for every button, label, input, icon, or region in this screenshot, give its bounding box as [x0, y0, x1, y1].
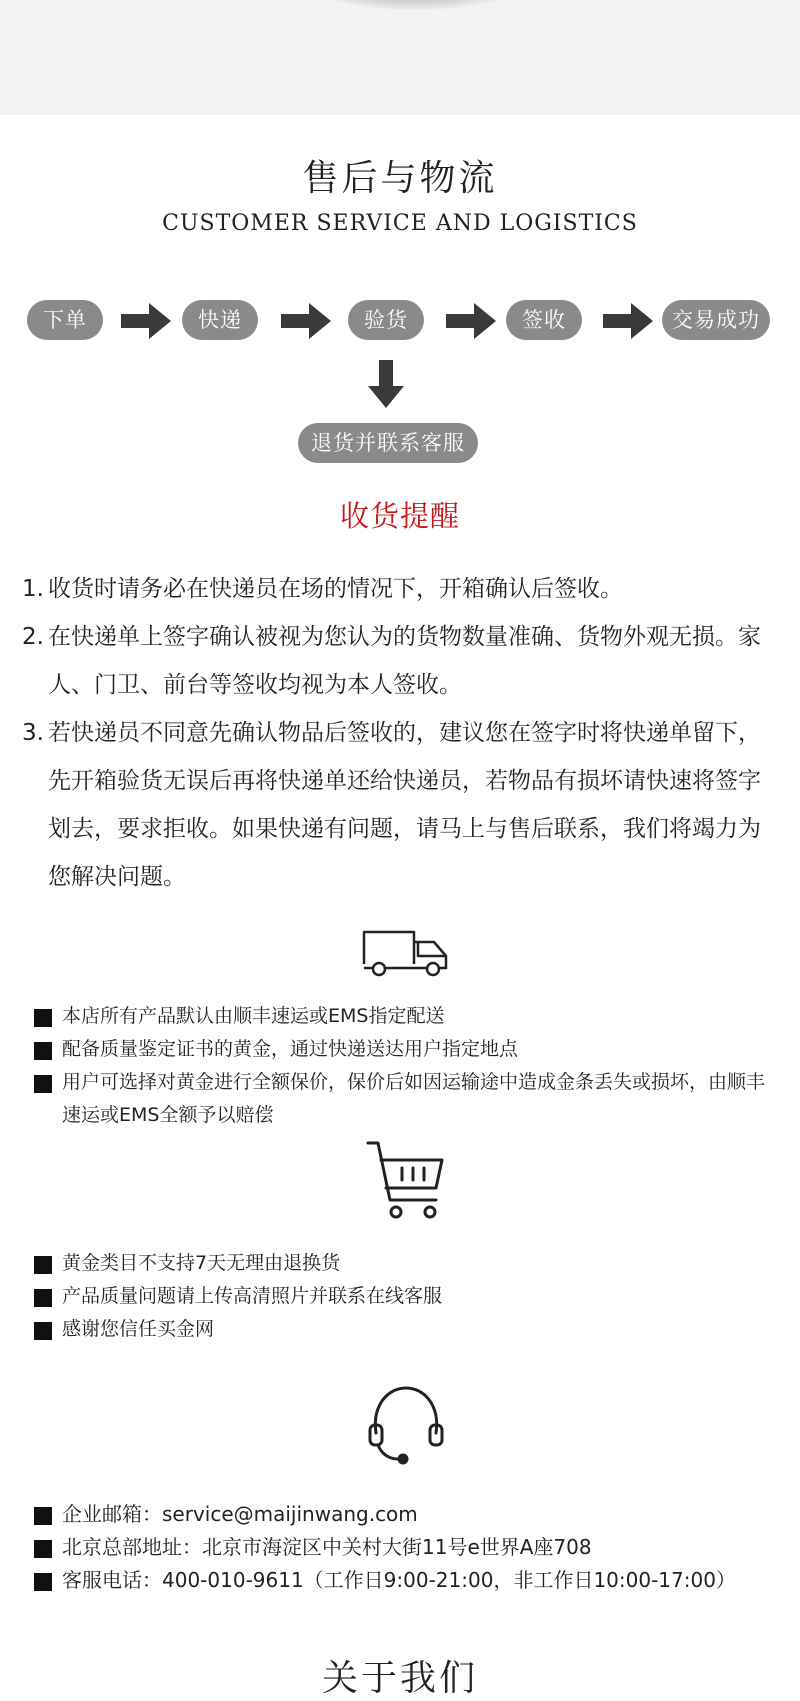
list-item	[34, 1000, 774, 1033]
reminder-item	[22, 565, 782, 613]
step-sign: 签收	[506, 300, 582, 340]
list-item	[34, 1280, 734, 1313]
list-item	[34, 1531, 774, 1564]
right-arrow-icon	[281, 303, 331, 339]
bullet-square-icon	[34, 1289, 52, 1307]
shopping-cart-icon	[366, 1140, 446, 1220]
contact-email: 企业邮箱：service@maijinwang.com	[62, 1502, 418, 1526]
reminder-title: 收货提醒	[339, 499, 460, 533]
shipping-list	[34, 1000, 774, 1132]
bullet-square-icon	[34, 1256, 52, 1274]
step-return: 退货并联系客服	[298, 423, 478, 463]
bullet-square-icon	[34, 1322, 52, 1340]
step-complete: 交易成功	[662, 300, 770, 340]
reminder-text: 在快递单上签字确认被视为您认为的货物数量准确、货物外观无损。家人、门卫、前台等签收均视为本人签收。	[48, 624, 761, 698]
list-item	[34, 1066, 774, 1132]
product-photo	[250, 0, 580, 10]
list-item-text: 感谢您信任买金网	[62, 1318, 215, 1340]
reminder-item	[22, 613, 782, 709]
reminder-text: 收货时请务必在快递员在场的情况下，开箱确认后签收。	[48, 576, 623, 602]
reminder-number: 2.	[22, 624, 44, 650]
contact-phone: 客服电话：400-010-9611（工作日9:00-21:00，非工作日10:00-17:00）	[62, 1568, 736, 1592]
down-arrow-icon	[368, 360, 404, 408]
list-item-text: 用户可选择对黄金进行全额保价，保价后如因运输途中造成金条丢失或损坏，由顺丰速运或EMS全额予以赔偿	[62, 1071, 766, 1126]
right-arrow-icon	[446, 303, 496, 339]
bullet-square-icon	[34, 1042, 52, 1060]
reminder-number: 1.	[22, 576, 44, 602]
list-item	[34, 1564, 774, 1597]
product-photo-banner	[0, 0, 800, 115]
reminder-item	[22, 709, 782, 901]
contact-address: 北京总部地址：北京市海淀区中关村大街11号e世界A座708	[62, 1535, 592, 1559]
list-item	[34, 1247, 734, 1280]
reminder-number: 3.	[22, 720, 44, 746]
returns-list	[34, 1247, 734, 1346]
bullet-square-icon	[34, 1540, 52, 1558]
about-title: 关于我们	[321, 1658, 478, 1699]
bullet-square-icon	[34, 1009, 52, 1027]
section-title: 售后与物流	[302, 158, 498, 199]
truck-icon	[362, 930, 450, 978]
step-inspection: 验货	[348, 300, 424, 340]
bullet-square-icon	[34, 1507, 52, 1525]
list-item	[34, 1498, 774, 1531]
reminder-list	[22, 565, 782, 901]
right-arrow-icon	[121, 303, 171, 339]
headset-icon	[368, 1385, 444, 1465]
bullet-square-icon	[34, 1573, 52, 1591]
list-item-text: 配备质量鉴定证书的黄金，通过快递送达用户指定地点	[62, 1038, 519, 1060]
bullet-square-icon	[34, 1075, 52, 1093]
section-subtitle: CUSTOMER SERVICE AND LOGISTICS	[162, 211, 638, 236]
list-item	[34, 1033, 774, 1066]
right-arrow-icon	[603, 303, 653, 339]
list-item-text: 黄金类目不支持7天无理由退换货	[62, 1252, 341, 1274]
step-order: 下单	[27, 300, 103, 340]
list-item	[34, 1313, 734, 1346]
list-item-text: 本店所有产品默认由顺丰速运或EMS指定配送	[62, 1005, 445, 1027]
contact-list	[34, 1498, 774, 1597]
reminder-text: 若快递员不同意先确认物品后签收的，建议您在签字时将快递单留下，先开箱验货无误后再将快递单还给快递员，若物品有损坏请快速将签字划去，要求拒收。如果快递有问题，请马上与售后联系，我们将竭力为您解决问题。	[48, 720, 761, 890]
step-shipping: 快递	[182, 300, 258, 340]
list-item-text: 产品质量问题请上传高清照片并联系在线客服	[62, 1285, 443, 1307]
